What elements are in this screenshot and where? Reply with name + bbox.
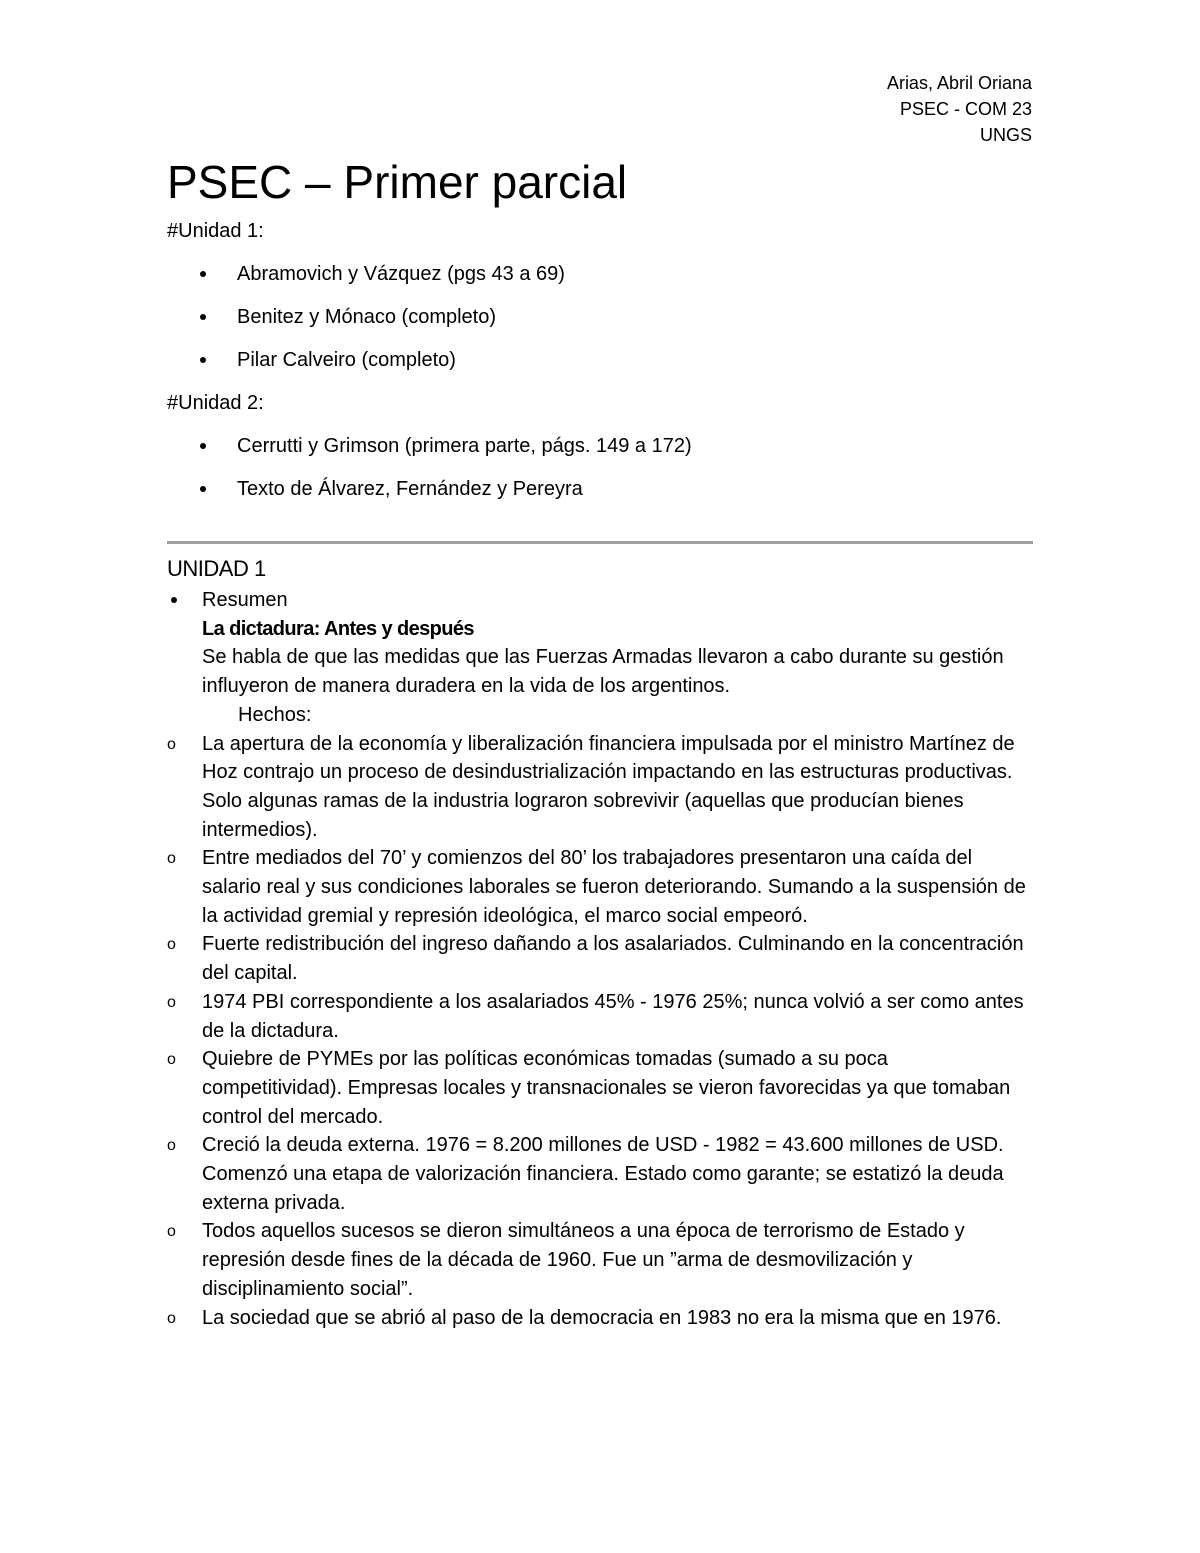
summary-bullet: [167, 586, 1033, 615]
facts-label: Hechos:: [238, 703, 312, 726]
toc-item: Benitez y Mónaco (completo): [200, 303, 565, 346]
circle-bullet-icon: o: [167, 993, 176, 1011]
circle-bullet-icon: o: [167, 1309, 176, 1327]
author-name: Arias, Abril Oriana: [886, 73, 1032, 93]
toc-item: Pilar Calveiro (completo): [200, 346, 565, 389]
fact-item: o Entre mediados del 70’ y comienzos del 80’ los trabajadores presentaron una caída del salario real y sus condiciones laborales se fueron deteriorando. Sumando a la suspensión de la actividad gremial y represión ideológica, el marco social empeoró.: [167, 844, 1033, 930]
circle-bullet-icon: o: [167, 850, 176, 868]
bullet-icon: [171, 597, 177, 603]
toc-unit-1-list: [200, 260, 565, 389]
summary-section: [167, 586, 1033, 1332]
course-code: PSEC - COM 23: [899, 99, 1032, 119]
circle-bullet-icon: o: [167, 1223, 176, 1241]
toc-item: Abramovich y Vázquez (pgs 43 a 69): [200, 260, 565, 303]
toc-unit-1-label: #Unidad 1:: [167, 220, 264, 242]
fact-item: o 1974 PBI correspondiente a los asalariados 45% - 1976 25%; nunca volvió a ser como antes de la dictadura.: [167, 988, 1033, 1045]
fact-item: o Creció la deuda externa. 1976 = 8.200 millones de USD - 1982 = 43.600 millones de USD. Comenzó una etapa de valorización financiera. Estado como garante; se estatizó la deuda externa privada.: [167, 1131, 1033, 1217]
toc-item: Texto de Álvarez, Fernández y Pereyra: [200, 475, 692, 518]
fact-item: o Todos aquellos sucesos se dieron simultáneos a una época de terrorismo de Estado y represión desde fines de la década de 1960. Fue un ”arma de desmovilización y disciplinamiento social”.: [167, 1217, 1033, 1303]
summary-intro: Se habla de que las medidas que las Fuerzas Armadas llevaron a cabo durante su gestión influyeron de manera duradera en la vida de los argentinos.: [202, 646, 1004, 698]
summary-label: Resumen: [202, 589, 288, 611]
section-heading: UNIDAD 1: [167, 556, 266, 581]
bullet-icon: [200, 443, 206, 449]
fact-item: o Quiebre de PYMEs por las políticas económicas tomadas (sumado a su poca competitividad). Empresas locales y transnacionales se vieron favorecidas ya que tomaban control del mercado.: [167, 1045, 1033, 1131]
bullet-icon: [200, 357, 206, 363]
fact-item: o La apertura de la economía y liberalización financiera impulsada por el ministro Martínez de Hoz contrajo un proceso de desindustrialización impactando en las estructuras productivas. Solo algunas ramas de la industria lograron sobrevivir (aquellas que producían bienes intermedios).: [167, 730, 1033, 845]
fact-item: o Fuerte redistribución del ingreso dañando a los asalariados. Culminando en la concentración del capital.: [167, 930, 1033, 987]
bullet-icon: [200, 271, 206, 277]
bullet-icon: [200, 314, 206, 320]
toc-unit-2-list: [200, 432, 692, 518]
bullet-icon: [200, 486, 206, 492]
summary-subheading: La dictadura: Antes y después: [202, 617, 474, 640]
facts-list: [167, 730, 1033, 1333]
circle-bullet-icon: o: [167, 936, 176, 954]
circle-bullet-icon: o: [167, 735, 176, 753]
toc-item: Cerrutti y Grimson (primera parte, págs. 149 a 172): [200, 432, 692, 475]
header-block: [887, 70, 1032, 148]
circle-bullet-icon: o: [167, 1137, 176, 1155]
institution: UNGS: [979, 125, 1032, 145]
section-divider: [167, 541, 1033, 544]
circle-bullet-icon: o: [167, 1051, 176, 1069]
fact-item: o La sociedad que se abrió al paso de la democracia en 1983 no era la misma que en 1976.: [167, 1304, 1033, 1333]
document-title: PSEC – Primer parcial: [167, 156, 628, 208]
toc-unit-2-label: #Unidad 2:: [167, 392, 264, 414]
